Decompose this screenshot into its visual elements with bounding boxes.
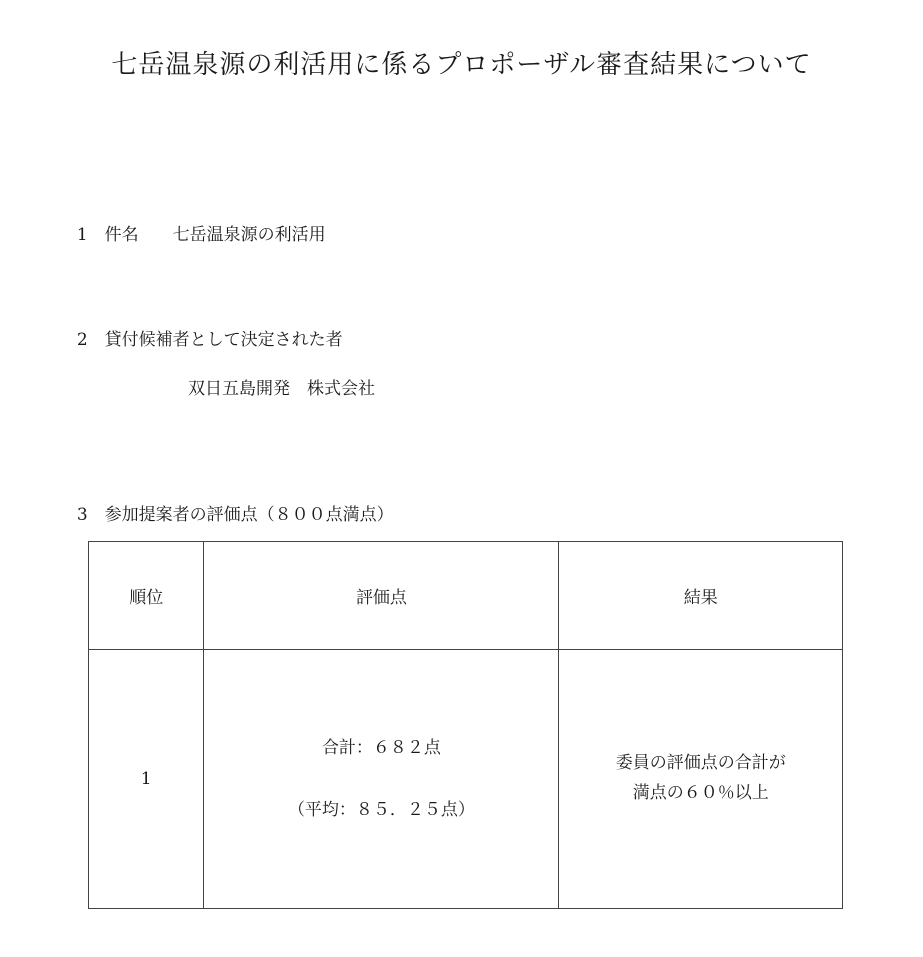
table-row — [89, 650, 843, 909]
header-rank: 順位 — [89, 542, 204, 650]
header-result: 結果 — [559, 542, 843, 650]
section-text: 件名 七岳温泉源の利活用 — [104, 225, 326, 245]
section-2 — [66, 305, 343, 350]
result-line-2: 満点の６０％以上 — [632, 783, 769, 803]
section-number: 2 — [76, 330, 88, 350]
score-average: （平均：８５．２５点） — [287, 800, 475, 820]
section-text: 参加提案者の評価点（８００点満点） — [104, 505, 394, 525]
table-header-row — [89, 542, 843, 650]
score-total: 合計：６８２点 — [321, 737, 441, 758]
section-text: 貸付候補者として決定された者 — [104, 330, 343, 350]
section-number: 3 — [76, 505, 88, 525]
header-score: 評価点 — [204, 542, 559, 650]
selected-party: 双日五島開発 株式会社 — [188, 379, 375, 399]
cell-result — [559, 650, 843, 909]
cell-score — [204, 650, 559, 909]
evaluation-table — [88, 541, 843, 909]
page-title: 七岳温泉源の利活用に係るプロポーザル審査結果について — [111, 50, 812, 80]
cell-rank: 1 — [89, 650, 204, 909]
section-1 — [66, 200, 326, 245]
section-number: 1 — [76, 225, 88, 245]
result-line-1: 委員の評価点の合計が — [615, 753, 786, 774]
section-3 — [66, 480, 394, 525]
